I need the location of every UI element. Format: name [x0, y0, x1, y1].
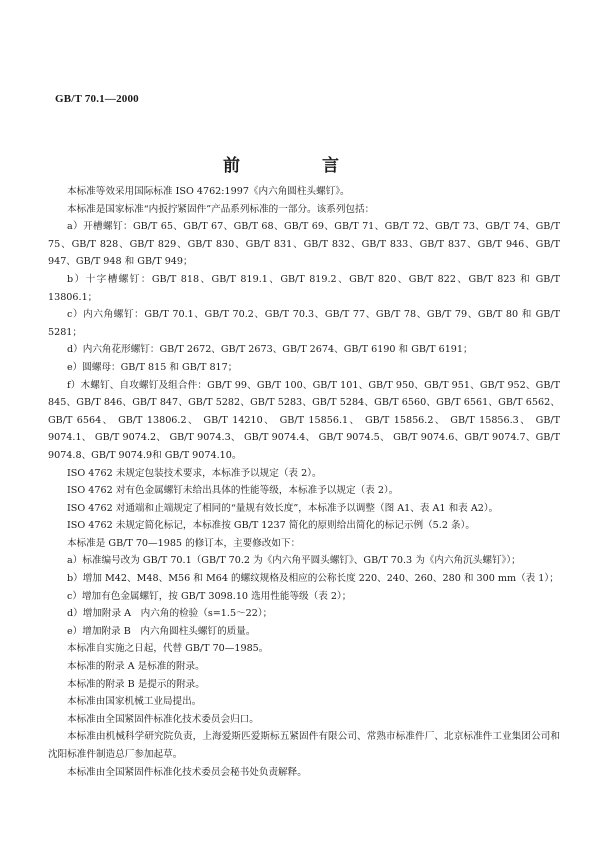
list-item-e: e）圆螺母：GB/T 815 和 GB/T 817；	[67, 361, 238, 373]
list-item-b: b）十字槽螺钉：GB/T 818、GB/T 819.1、GB/T 819.2、GB/T 820、GB/T 822、GB/T 823 和 GB/T 13806.1；	[48, 273, 560, 303]
revision-item-e: e）增加附录 B 内六角圆柱头螺钉的质量。	[67, 625, 256, 637]
paragraph: 本标准由全国紧固件标准化技术委员会归口。	[67, 713, 259, 725]
standard-code: GB/T 70.1—2000	[55, 93, 139, 105]
revision-item-c: c）增加有色金属螺钉，按 GB/T 3098.10 选用性能等级（表 2）；	[67, 590, 352, 602]
paragraph: 本标准是 GB/T 70—1985 的修订本，主要修改如下：	[67, 537, 301, 549]
paragraph: 本标准的附录 B 是提示的附录。	[67, 678, 205, 690]
paragraph: 本标准的附录 A 是标准的附录。	[67, 661, 205, 673]
paragraph: 本标准自实施之日起，代替 GB/T 70—1985。	[67, 643, 269, 655]
paragraph: 本标准是国家标准“内扳拧紧固件”产品系列标准的一部分。该系列包括：	[67, 203, 375, 215]
list-item-c: c）内六角螺钉：GB/T 70.1、GB/T 70.2、GB/T 70.3、GB/T 77、GB/T 78、GB/T 79、GB/T 80 和 GB/T 5281；	[48, 309, 560, 338]
paragraph: ISO 4762 对有色金属螺钉未给出具体的性能等级，本标准予以规定（表 2）。	[67, 485, 399, 497]
list-item-a: a）开槽螺钉：GB/T 65、GB/T 67、GB/T 68、GB/T 69、GB/T 71、GB/T 72、GB/T 73、GB/T 74、GB/T 75、GB/T 828、GB/T 829、GB/T 830、GB/T 831、GB/T 832、GB/T 833、GB/T 837、GB/T 946、GB/T 947、GB/T 948 和 GB/T 949；	[48, 221, 560, 268]
paragraph: ISO 4762 未规定简化标记，本标准按 GB/T 1237 简化的原则给出简化的标记示例（5.2 条）。	[67, 520, 475, 532]
section-title: 前 言	[223, 156, 377, 176]
revision-item-d: d）增加附录 A 内六角的检验（s=1.5～22）；	[67, 608, 273, 620]
paragraph: 本标准等效采用国际标准 ISO 4762:1997《内六角圆柱头螺钉》。	[67, 186, 350, 197]
paragraph: 本标准由国家机械工业局提出。	[67, 696, 202, 708]
list-item-d: d）内六角花形螺钉：GB/T 2672、GB/T 2673、GB/T 2674、GB/T 6190 和 GB/T 6191；	[67, 344, 473, 356]
foreword-body	[48, 183, 560, 781]
list-item-f: f）木螺钉、自攻螺钉及组合件：GB/T 99、GB/T 100、GB/T 101、GB/T 950、GB/T 951、GB/T 952、GB/T 845、GB/T 846、GB/T 847、GB/T 5282、GB/T 5283、GB/T 5284、GB/T 6560、GB/T 6561、GB/T 6562、 GB/T 6564、 GB/T 13806.2、 GB/T 14210、 GB/T 15856.1、 GB/T 15856.2、 GB/T 15856.3、 GB/T 9074.1、 GB/T 9074.2、 GB/T 9074.3、 GB/T 9074.4、 GB/T 9074.5、 GB/T 9074.6、GB/T 9074.7、GB/T 9074.8、GB/T 9074.9和 GB/T 9074.10。	[48, 379, 560, 461]
paragraph: ISO 4762 对通端和止端规定了相同的“量规有效长度”，本标准予以调整（图 A1、表 A1 和表 A2）。	[67, 502, 499, 514]
paragraph: 本标准由机械科学研究院负责，上海爱斯匹爱斯标五紧固件有限公司、常熟市标准件厂、北京标准件工业集团公司和沈阳标准件制造总厂参加起草。	[48, 731, 560, 760]
paragraph: 本标准由全国紧固件标准化技术委员会秘书处负责解释。	[67, 766, 307, 778]
revision-item-b: b）增加 M42、M48、M56 和 M64 的螺纹规格及相应的公称长度 220、240、260、280 和 300 mm（表 1）；	[67, 573, 559, 585]
paragraph: ISO 4762 未规定包装技术要求，本标准予以规定（表 2）。	[67, 467, 322, 479]
revision-item-a: a）标准编号改为 GB/T 70.1（GB/T 70.2 为《内六角平圆头螺钉》、GB/T 70.3 为《内六角沉头螺钉》）；	[67, 555, 521, 567]
